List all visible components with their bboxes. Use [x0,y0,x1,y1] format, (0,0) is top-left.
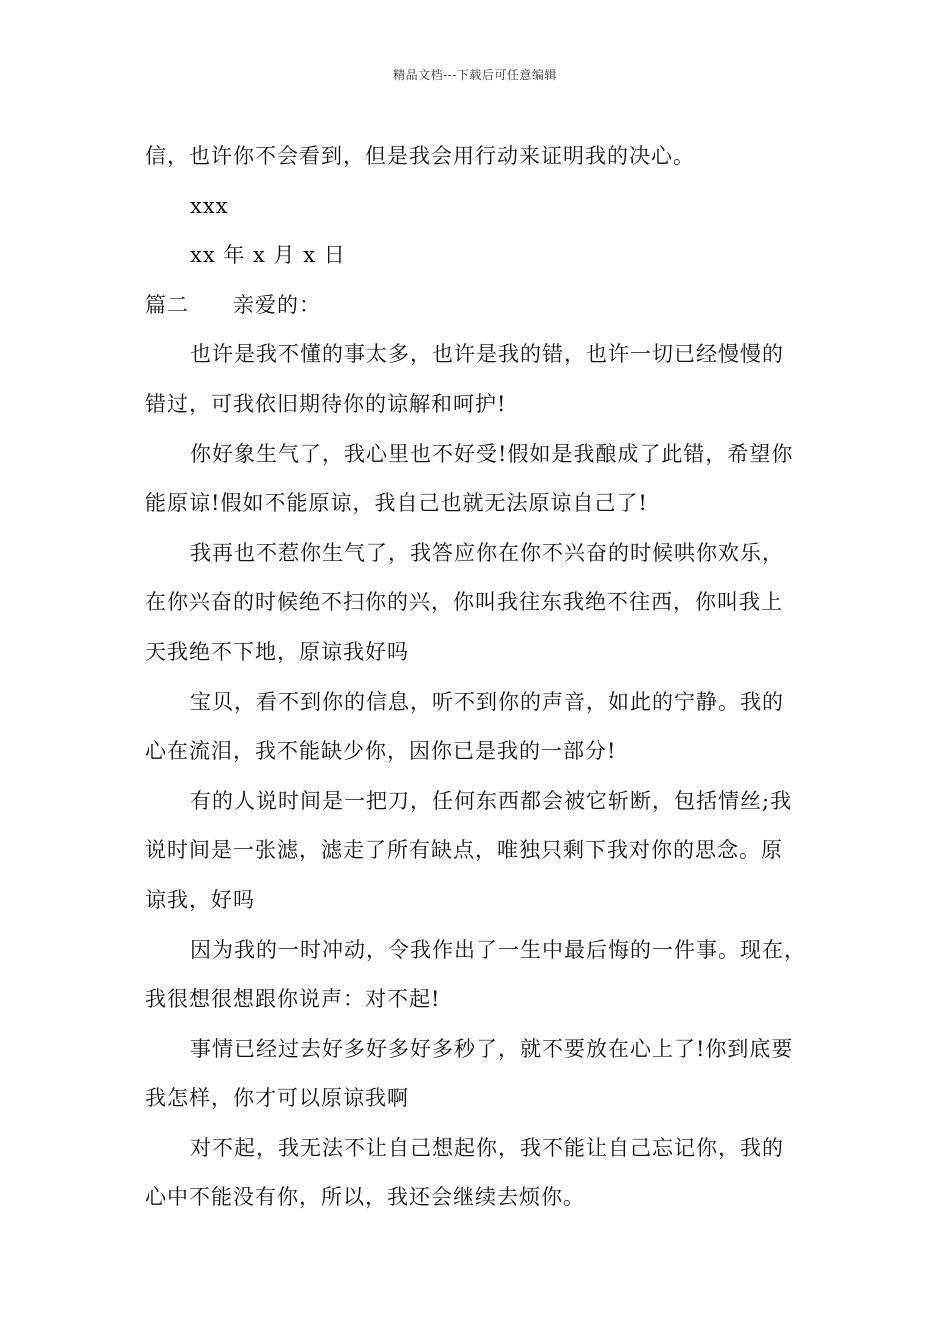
paragraph-line: 错过，可我依旧期待你的谅解和呵护! [145,391,507,416]
paragraph-line: 有的人说时间是一把刀，任何东西都会被它斩断，包括情丝;我 [190,788,793,813]
paragraph-line: 也许是我不懂的事太多，也许是我的错，也许一切已经慢慢的 [190,342,784,367]
signature-line: xxx [190,193,229,218]
paragraph-line: 你好象生气了，我心里也不好受!假如是我酿成了此错，希望你 [190,441,794,466]
section-label: 篇二 [145,292,189,317]
paragraph-line: 在你兴奋的时候绝不扫你的兴，你叫我往东我绝不往西，你叫我上 [145,590,783,615]
page-header: 精品文档---下载后可任意编辑 [393,68,557,82]
paragraph-line: 说时间是一张滤，滤走了所有缺点，唯独只剩下我对你的思念。原 [145,838,783,863]
paragraph-line: 事情已经过去好多好多好多秒了，就不要放在心上了!你到底要 [190,1036,794,1061]
paragraph-line: 我很想很想跟你说声：对不起! [145,987,441,1012]
paragraph-line: 对不起，我无法不让自己想起你，我不能让自己忘记你，我的 [190,1135,784,1160]
salutation: 亲爱的： [233,292,321,317]
paragraph-line: 谅我，好吗 [145,887,255,912]
paragraph-line: 我再也不惹你生气了，我答应你在你不兴奋的时候哄你欢乐， [190,540,784,565]
paragraph-line: 宝贝，看不到你的信息，听不到你的声音，如此的宁静。我的 [190,689,784,714]
document-body [145,132,835,1223]
paragraph-line: 信，也许你不会看到，但是我会用行动来证明我的决心。 [145,144,695,168]
date-line: xx 年 x 月 x 日 [190,243,346,268]
paragraph-line: 心中不能没有你，所以，我还会继续去烦你。 [145,1185,585,1210]
paragraph-line: 因为我的一时冲动，令我作出了一生中最后悔的一件事。现在， [190,937,806,962]
paragraph-line: 我怎样，你才可以原谅我啊 [145,1086,409,1111]
paragraph-line: 天我绝不下地，原谅我好吗 [145,639,409,664]
paragraph-line: 心在流泪，我不能缺少你，因你已是我的一部分! [145,739,617,764]
paragraph-line: 能原谅!假如不能原谅，我自己也就无法原谅自己了! [145,491,648,516]
section-heading [145,281,835,331]
